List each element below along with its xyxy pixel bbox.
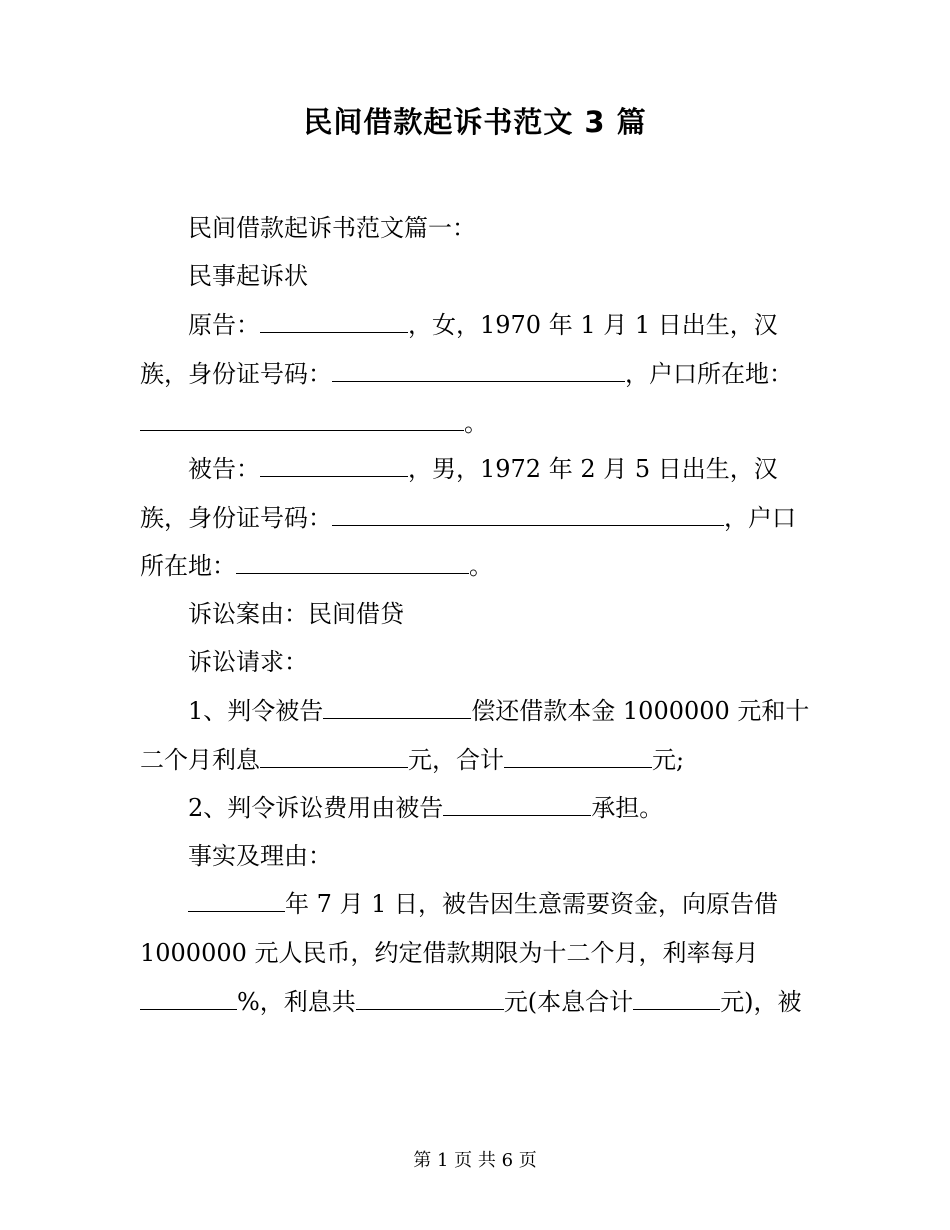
claim-item-2 — [188, 791, 663, 825]
paragraph-text: 元; — [652, 746, 685, 774]
fill-blank — [323, 696, 471, 719]
defendant-address-line — [140, 549, 493, 583]
paragraph-text: 年 7 月 1 日，被告因生意需要资金，向原告借 — [285, 890, 779, 918]
fill-blank — [633, 987, 720, 1010]
paragraph-text: 元，合计 — [408, 746, 504, 774]
paragraph-text: ，户口 — [724, 504, 796, 532]
claims-heading — [188, 645, 308, 679]
fill-blank — [140, 408, 464, 431]
facts-line-2 — [140, 936, 759, 970]
fill-blank — [504, 745, 652, 768]
fill-blank — [260, 745, 408, 768]
label-text: 被告： — [188, 455, 260, 483]
label-text: 原告： — [188, 311, 260, 339]
fill-blank — [188, 889, 285, 912]
paragraph-text: 2、判令诉讼费用由被告 — [188, 794, 444, 822]
section-heading — [188, 211, 476, 245]
fill-blank — [260, 310, 408, 333]
document-subtitle — [188, 259, 308, 293]
facts-line-1 — [188, 887, 778, 921]
document-title: 民间借款起诉书范文 3 篇 — [303, 105, 647, 139]
label-text: 族，身份证号码： — [140, 504, 332, 532]
paragraph-text: ，户口所在地： — [625, 360, 793, 388]
paragraph-text: 民间借款起诉书范文篇一： — [188, 214, 476, 242]
paragraph-text: %，利息共 — [237, 988, 356, 1016]
paragraph-text: 诉讼请求： — [188, 648, 308, 676]
paragraph-text: 承担。 — [591, 794, 664, 822]
paragraph-text: 元)，被 — [720, 988, 802, 1016]
page-footer: 第 1 页 共 6 页 — [413, 1150, 537, 1171]
label-text: 族，身份证号码： — [140, 360, 332, 388]
paragraph-text: 事实及理由： — [188, 842, 332, 870]
paragraph-text: 偿还借款本金 1000000 元和十 — [471, 697, 810, 725]
fill-blank — [140, 987, 237, 1010]
defendant-line — [188, 452, 778, 486]
fill-blank — [236, 551, 469, 574]
defendant-id-line — [140, 501, 796, 535]
paragraph-text: 1、判令被告 — [188, 697, 324, 725]
claim-item-1-cont — [140, 743, 684, 777]
paragraph-text: 。 — [464, 409, 488, 437]
paragraph-text: 1000000 元人民币，约定借款期限为十二个月，利率每月 — [140, 939, 759, 967]
label-text: 所在地： — [140, 552, 236, 580]
facts-heading — [188, 839, 332, 873]
paragraph-text: ，男，1972 年 2 月 5 日出生，汉 — [408, 455, 778, 483]
claim-item-1 — [188, 694, 809, 728]
paragraph-text: 民事起诉状 — [188, 262, 308, 290]
paragraph-text: 诉讼案由：民间借贷 — [188, 600, 404, 628]
paragraph-text: ，女，1970 年 1 月 1 日出生，汉 — [408, 311, 778, 339]
paragraph-text: 元(本息合计 — [503, 988, 634, 1016]
fill-blank — [260, 454, 408, 477]
facts-line-3 — [140, 985, 802, 1019]
fill-blank — [332, 503, 724, 526]
fill-blank — [332, 359, 625, 382]
cause-of-action — [188, 597, 404, 631]
plaintiff-line — [188, 308, 778, 342]
plaintiff-address-line — [140, 406, 488, 440]
paragraph-text: 。 — [469, 552, 493, 580]
paragraph-text: 二个月利息 — [140, 746, 260, 774]
plaintiff-id-line — [140, 357, 793, 391]
fill-blank — [356, 987, 504, 1010]
fill-blank — [443, 793, 591, 816]
